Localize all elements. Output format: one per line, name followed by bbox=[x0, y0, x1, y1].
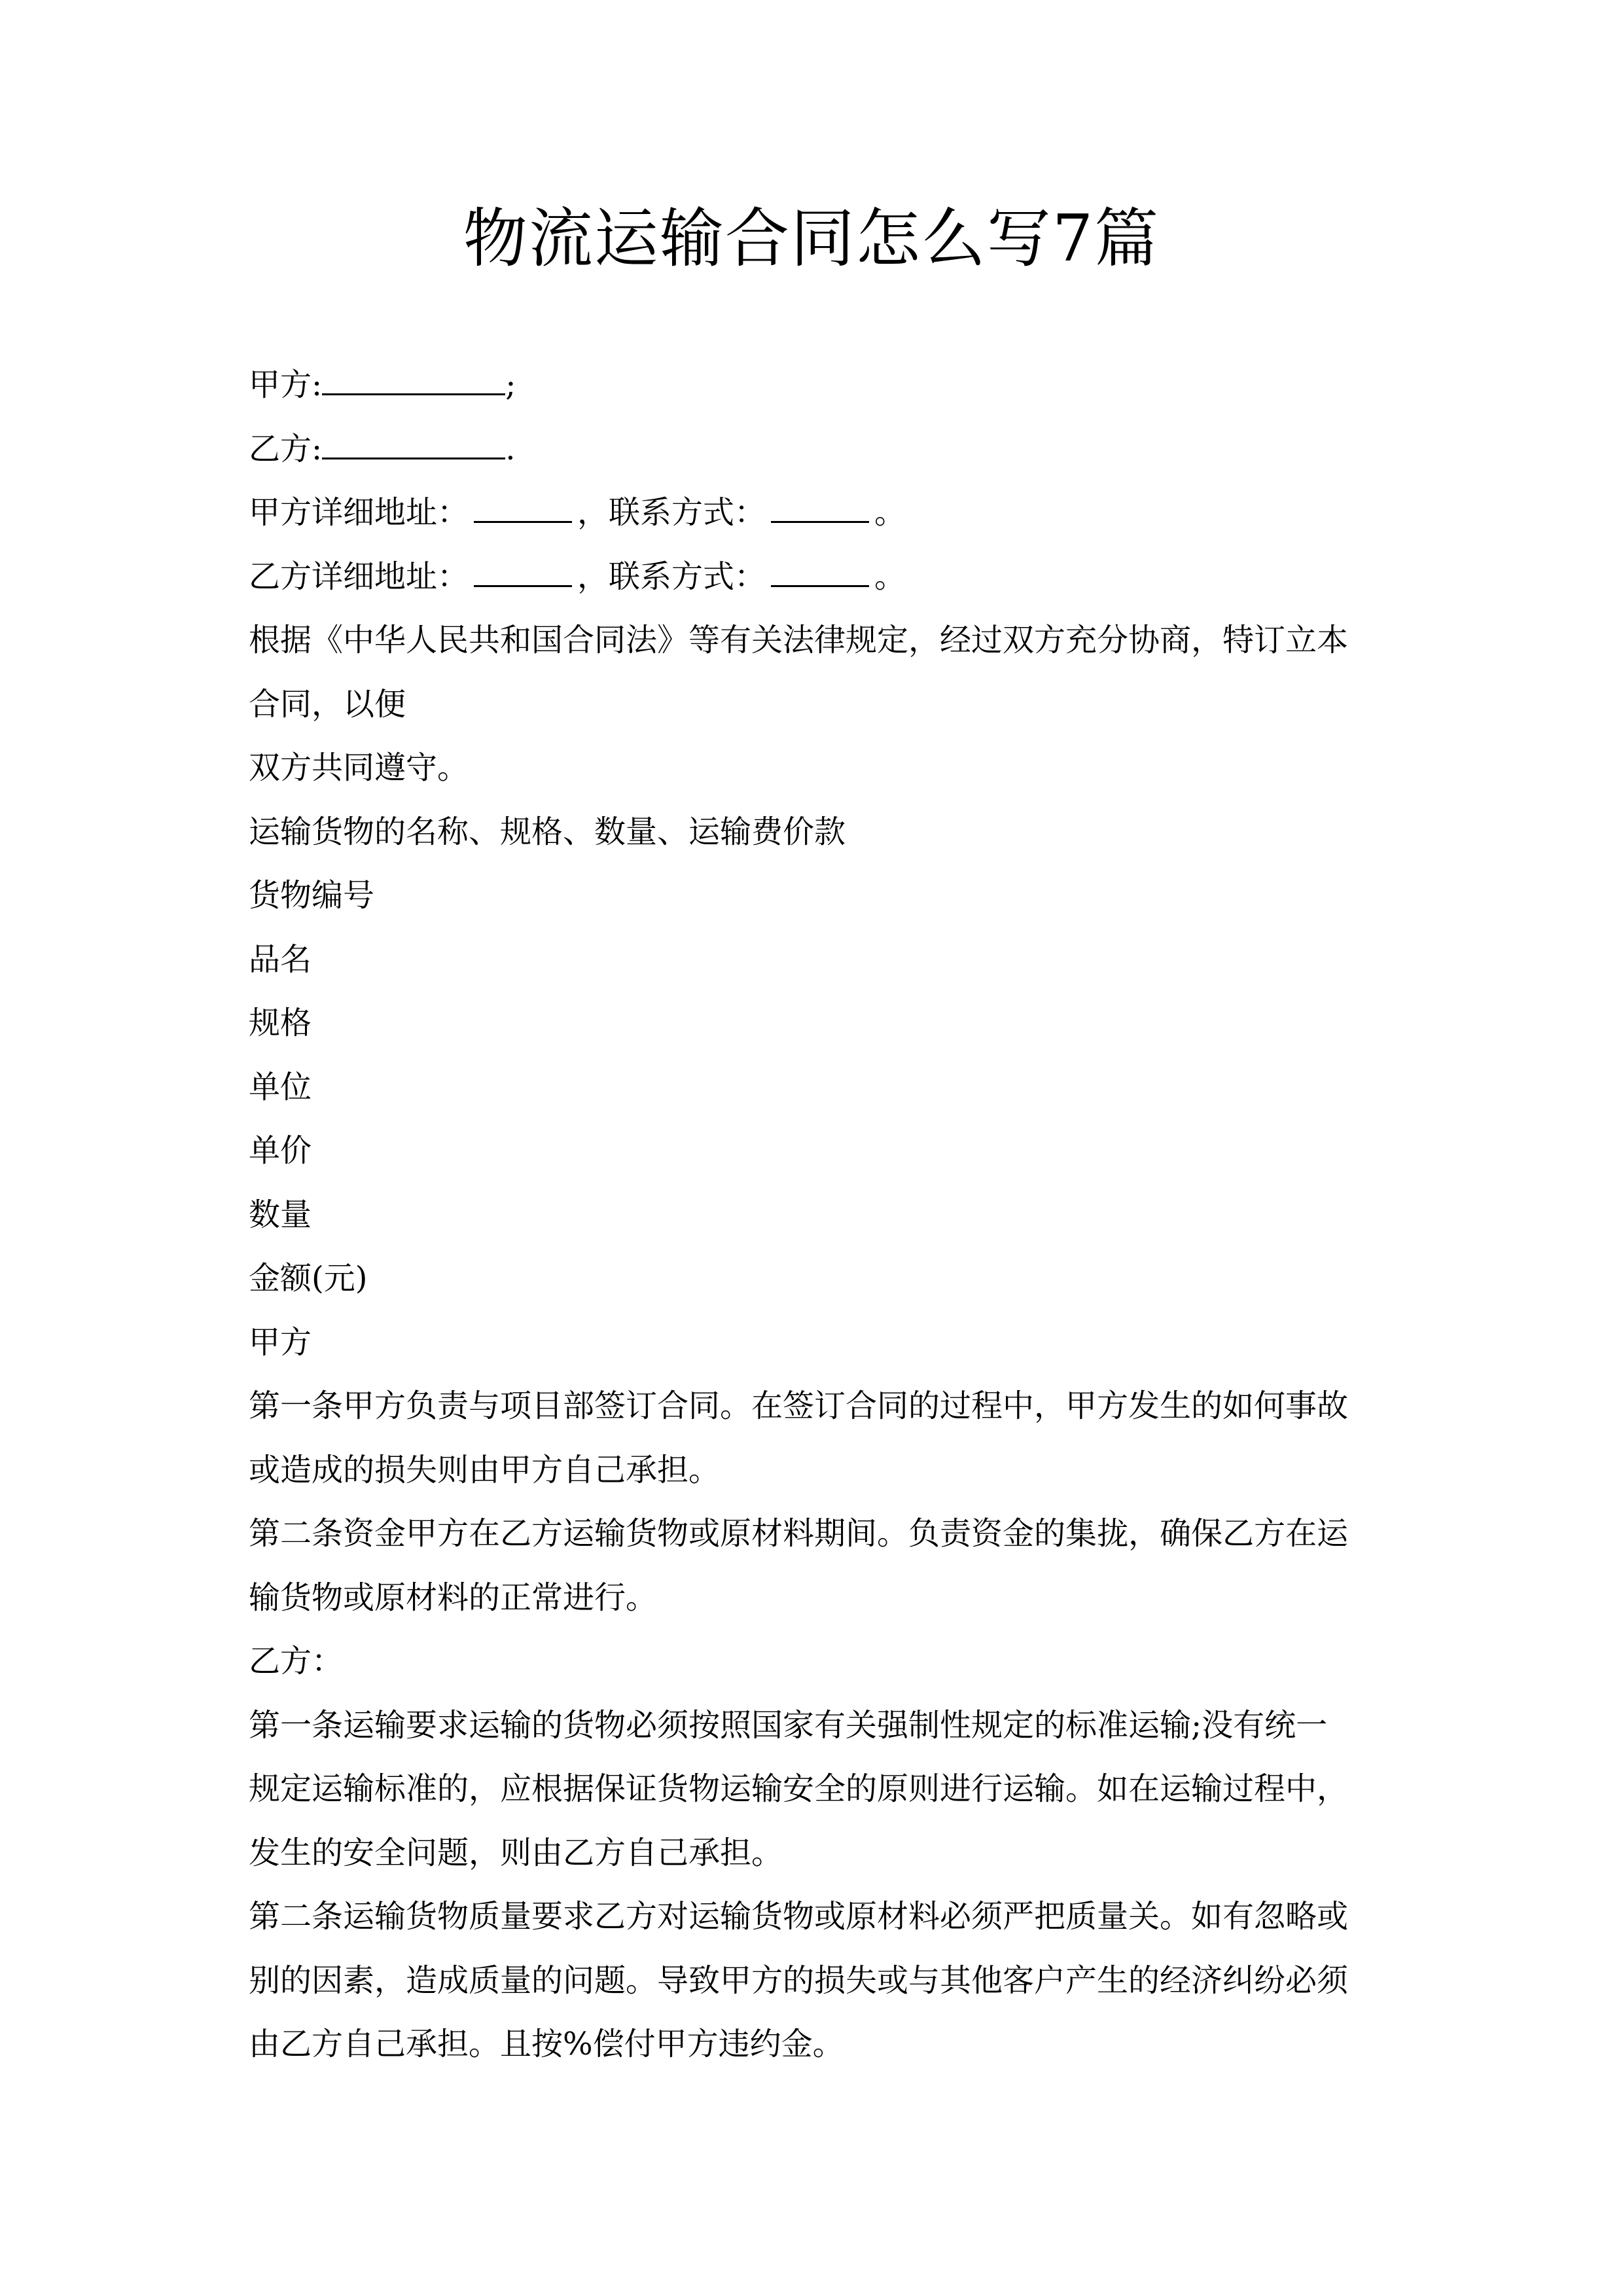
party-a-address-blank[interactable] bbox=[474, 495, 572, 523]
party-b-label: 乙方: bbox=[249, 430, 323, 467]
party-a-contact-label: ，联系方式： bbox=[577, 494, 766, 531]
party-b-name-blank[interactable] bbox=[322, 431, 505, 459]
paragraph-line: 别的因素，造成质量的问题。导致甲方的损失或与其他客户产生的经济纠纷必须 bbox=[249, 1962, 1349, 1999]
party-a-contact-blank[interactable] bbox=[771, 495, 869, 523]
paragraph-line: 由乙方自己承担。且按%偿付甲方违约金。 bbox=[249, 2026, 844, 2062]
table-field-label: 品名 bbox=[249, 941, 312, 978]
table-field-label: 单价 bbox=[249, 1132, 312, 1169]
party-b-address-label: 乙方详细地址： bbox=[249, 558, 469, 595]
paragraph-line: 第一条运输要求运输的货物必须按照国家有关强制性规定的标准运输;没有统一 bbox=[249, 1706, 1328, 1744]
paragraph-line: 合同，以便 bbox=[249, 685, 406, 723]
table-field-label: 货物编号 bbox=[249, 877, 375, 914]
party-b-contact-end: 。 bbox=[874, 558, 906, 595]
document-title: 物流运输合同怎么写7篇 bbox=[463, 202, 1160, 276]
party-a-label: 甲方: bbox=[249, 367, 323, 403]
party-a-address-line bbox=[249, 481, 1400, 545]
party-a-name-blank[interactable] bbox=[322, 367, 505, 395]
party-b-contact-label: ，联系方式： bbox=[577, 558, 766, 595]
paragraph-line: 输货物或原材料的正常进行。 bbox=[249, 1579, 658, 1616]
section-heading: 运输货物的名称、规格、数量、运输费价款 bbox=[249, 813, 846, 850]
paragraph-line: 第一条甲方负责与项目部签订合同。在签订合同的过程中，甲方发生的如何事故 bbox=[249, 1388, 1349, 1424]
paragraph-line: 或造成的损失则由甲方自己承担。 bbox=[249, 1451, 721, 1488]
document-body bbox=[249, 353, 1400, 2077]
table-field-label: 数量 bbox=[249, 1196, 312, 1233]
party-a-line bbox=[249, 353, 1400, 418]
paragraph-line: 第二条资金甲方在乙方运输货物或原材料期间。负责资金的集拢，确保乙方在运 bbox=[249, 1515, 1349, 1552]
section-heading: 甲方 bbox=[249, 1323, 312, 1361]
table-field-label: 单位 bbox=[249, 1068, 312, 1105]
party-b-line bbox=[249, 418, 1400, 482]
paragraph-line: 双方共同遵守。 bbox=[249, 749, 469, 786]
party-a-end: ; bbox=[505, 367, 516, 403]
party-b-end: . bbox=[505, 430, 516, 467]
party-a-address-label: 甲方详细地址： bbox=[249, 494, 469, 531]
table-field-label: 金额(元) bbox=[249, 1260, 368, 1297]
paragraph-line: 规定运输标准的，应根据保证货物运输安全的原则进行运输。如在运输过程中， bbox=[249, 1770, 1349, 1807]
table-field-label: 规格 bbox=[249, 1005, 312, 1041]
party-b-address-line bbox=[249, 545, 1400, 609]
paragraph-line: 发生的安全问题，则由乙方自己承担。 bbox=[249, 1834, 783, 1871]
paragraph-line: 第二条运输货物质量要求乙方对运输货物或原材料必须严把质量关。如有忽略或 bbox=[249, 1898, 1349, 1935]
paragraph-line: 根据《中华人民共和国合同法》等有关法律规定，经过双方充分协商，特订立本 bbox=[249, 622, 1349, 658]
section-heading: 乙方： bbox=[249, 1643, 344, 1679]
party-b-address-blank[interactable] bbox=[474, 559, 572, 587]
party-a-contact-end: 。 bbox=[874, 494, 906, 531]
party-b-contact-blank[interactable] bbox=[771, 559, 869, 587]
